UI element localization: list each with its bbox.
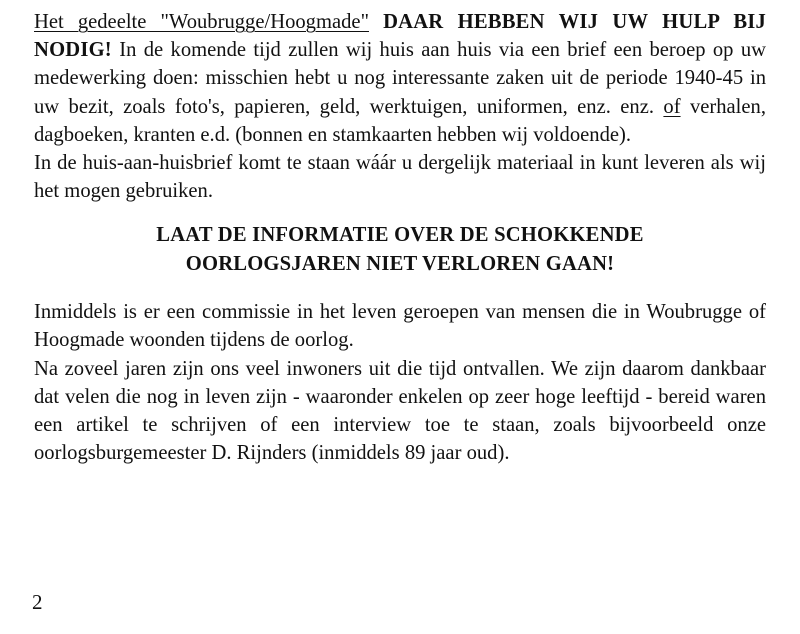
gratitude-paragraph: Na zoveel jaren zijn ons veel inwoners uit die tijd ontvallen. We zijn daarom dankbaar dat velen die nog in leven zijn - waaronder enkelen op zeer hoge leeftijd - bereid waren een artikel te schrijven of een interview toe te staan, zoals bijvoorbeeld onze oorlogsburgemeester D. Rijnders (inmiddels 89 jaar oud).	[34, 357, 766, 465]
intro-text-part2: verhalen, dagboeken, kranten e.d. (bonnen en stamkaarten hebben wij voldoende).	[34, 95, 766, 146]
page-number: 2	[32, 590, 43, 614]
intro-text-part1: In de komende tijd zullen wij huis aan huis via een brief een beroep op uw medewerking doen: misschien hebt u nog interessante zaken uit de periode 1940-45 in uw bezit, zoals foto's, papieren, geld, werktuigen, uniformen, enz. enz.	[34, 39, 766, 118]
committee-paragraph: Inmiddels is er een commissie in het leven geroepen van mensen die in Woubrugge of Hoogmade woonden tijdens de oorlog.	[34, 301, 766, 352]
center-heading-line1: LAAT DE INFORMATIE OVER DE SCHOKKENDE	[156, 224, 644, 247]
underlined-of: of	[663, 95, 681, 118]
letter-paragraph: In de huis-aan-huisbrief komt te staan wáár u dergelijk materiaal in kunt leveren als wij het mogen gebruiken.	[34, 152, 766, 203]
center-heading-line2: OORLOGSJAREN NIET VERLOREN GAAN!	[185, 252, 615, 275]
section-lead-underlined: Het gedeelte "Woubrugge/Hoogmade"	[34, 11, 369, 33]
center-heading	[34, 221, 766, 278]
intro-paragraph	[34, 8, 766, 149]
help-request-heading: DAAR HEBBEN WIJ UW HULP BIJ NODIG!	[34, 11, 766, 62]
document-page	[34, 8, 766, 467]
